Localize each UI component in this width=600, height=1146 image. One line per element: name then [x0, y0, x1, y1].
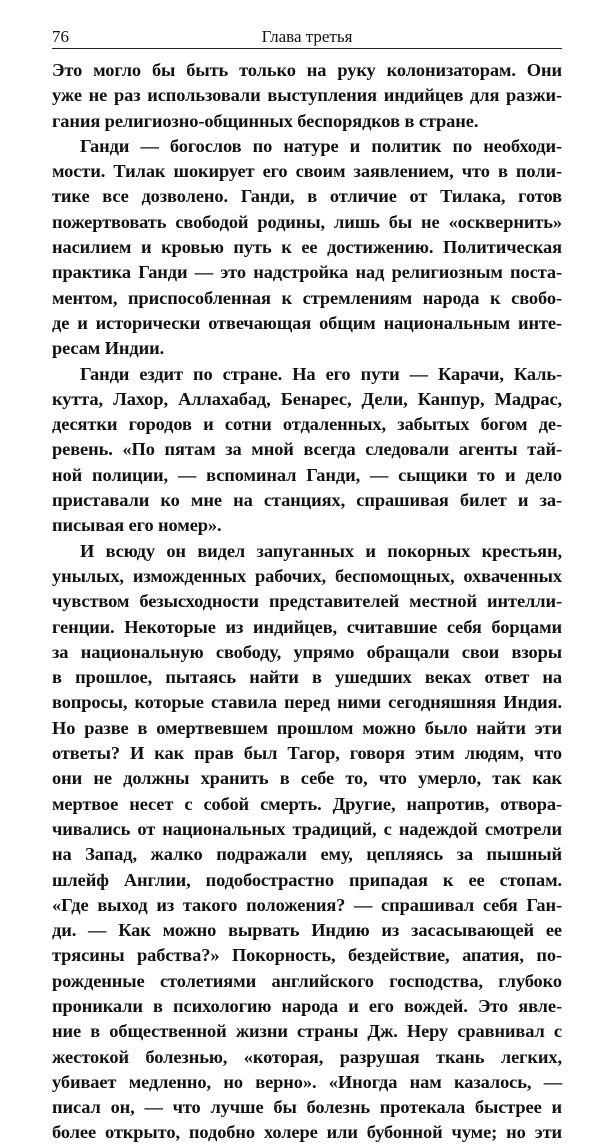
text-line: чивались от национальных традиций, с надеждой смотрели — [52, 818, 562, 839]
text-line: ресам Индии. — [52, 338, 165, 359]
text-line: писал он, — что лучше бы болезнь протекала быстрее и — [52, 1097, 562, 1118]
text-line: ментом, приспособленная к стремлениям народа к свобо- — [52, 287, 562, 308]
text-line: ди. — Как можно вырвать Индию из засасывающей ее — [52, 920, 562, 941]
text-line: трясины рабства?» Покорность, бездействие, апатия, по- — [52, 945, 562, 966]
text-line: убивает медленно, но верно». «Иногда нам казалось, — — [52, 1071, 562, 1092]
text-line: рожденные столетиями английского господства, глубоко — [52, 970, 562, 991]
text-line: вопросы, которые ставила перед ними сегодняшняя Индия. — [52, 692, 562, 713]
text-line: шлейф Англии, подобострастно припадая к ее стопам. — [52, 869, 562, 890]
text-line: ние в общественной жизни страны Дж. Неру сравнивал с — [52, 1021, 562, 1042]
text-line: практика Ганди — это надстройка над религиозным поста- — [52, 262, 562, 283]
text-line: за национальную свободу, упрямо обращали свои взоры — [52, 641, 562, 662]
text-line: тике все дозволено. Ганди, в отличие от Тилака, готов — [52, 186, 562, 207]
text-line: Ганди ездит по стране. На его пути — Карачи, Каль- — [80, 363, 562, 384]
text-line: генции. Некоторые из индийцев, считавшие себя борцами — [52, 616, 562, 637]
text-line: проникали в психологию народа и его вождей. Это явле- — [52, 995, 562, 1016]
text-line: «Где выход из такого положения? — спрашивал себя Ган- — [52, 894, 562, 915]
text-line: пожертвовать свободой родины, лишь бы не «осквернить» — [52, 211, 562, 232]
text-line: уже не раз использовали выступления индийцев для разжи- — [52, 85, 562, 106]
body-text — [52, 58, 562, 1146]
text-line: в прошлое, пытаясь найти в ушедших веках ответ на — [52, 667, 562, 688]
text-line: мертвое несет с собой смерть. Другие, напротив, отвора- — [52, 793, 562, 814]
text-line: Это могло бы быть только на руку колонизаторам. Они — [52, 60, 562, 80]
text-line: гания религиозно-общинных беспорядков в стране. — [52, 110, 479, 131]
text-line: де и исторически отвечающая общим национальным инте- — [52, 312, 562, 333]
text-line: ответы? И как прав был Тагор, говоря этим людям, что — [52, 743, 562, 764]
text-line: ной полиции, — вспоминал Ганди, — сыщики то и дело — [52, 464, 562, 485]
text-line: писывая его номер». — [52, 515, 222, 536]
page-header — [52, 22, 562, 49]
text-line: жестокой болезнью, «которая, разрушая ткань легких, — [52, 1046, 562, 1067]
text-line: чувством безысходности представителей местной интелли- — [52, 591, 562, 612]
text-line: ревень. «По пятам за мной всегда следовали агенты тай- — [52, 439, 562, 460]
text-line: приставали ко мне на станциях, спрашивая билет и за- — [52, 490, 562, 511]
text-line: И всюду он видел запуганных и покорных крестьян, — [80, 540, 562, 561]
text-line: насилием и кровью путь к ее достижению. Политическая — [52, 237, 562, 258]
text-line: на Запад, жалко подражали ему, цепляясь за пышный — [52, 844, 562, 865]
chapter-title: Глава третья — [261, 27, 353, 46]
page-number: 76 — [52, 27, 69, 46]
text-line: более открыто, подобно холере или бубонной чуме; но эти — [52, 1122, 562, 1143]
text-line: Но разве в омертвевшем прошлом можно было найти эти — [52, 717, 562, 738]
text-line: десятки городов и сотни отдаленных, забытых богом де- — [52, 414, 562, 435]
text-line: унылых, изможденных рабочих, беспомощных, охваченных — [52, 565, 562, 586]
text-line: Ганди — богослов по натуре и политик по необходи- — [80, 135, 562, 156]
text-line: мости. Тилак шокирует его своим заявлением, что в поли- — [52, 161, 562, 182]
text-line: кутта, Лахор, Аллахабад, Бенарес, Дели, Канпур, Мадрас, — [52, 388, 562, 409]
text-line: они не должны хранить в себе то, что умерло, так как — [52, 768, 562, 789]
